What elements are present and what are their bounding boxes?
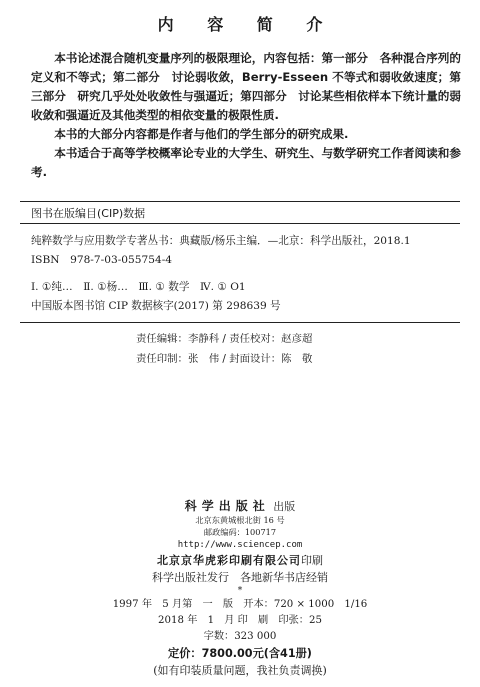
- summary-paragraph-3: 本书适合于高等学校概率论专业的大学生、研究生、与数学研究工作者阅读和参考.: [31, 146, 461, 179]
- separator-star: *: [237, 586, 243, 596]
- cip-bottom-rule: [20, 322, 460, 323]
- summary-paragraph-2: 本书的大部分内容都是作者与他们的学生部分的研究成果.: [54, 127, 349, 141]
- word-count: 字数：323 000: [203, 631, 277, 642]
- editorial-credits: [136, 329, 466, 369]
- price-line: 定价：7800.00元(含41册): [168, 647, 312, 660]
- printer-line: [0, 552, 480, 570]
- quality-notice: (如有印装质量问题，我社负责调换): [153, 664, 327, 677]
- publisher-postcode: 邮政编码：100717: [203, 526, 277, 537]
- cip-classification: Ⅰ. ①纯… Ⅱ. ①杨… Ⅲ. ① 数学 Ⅳ. ① O1: [31, 281, 246, 293]
- summary-paragraph-1: 本书论述混合随机变量序列的极限理论，内容包括：第一部分 各种混合序列的定义和不等式；第二部分 讨论弱收敛，Berry-Esseen 不等式和弱收敛速度；第三部分 研究几乎处处收敛性与强逼近；第四部分 讨论某些相依样本下统计量的弱收敛和强逼近及其他类型的相依变量的极限性质.: [31, 51, 461, 122]
- cip-heading-rule: [20, 223, 460, 224]
- printer-name: 北京京华虎彩印刷有限公司: [157, 554, 301, 567]
- cip-record: [31, 232, 461, 316]
- credits-editor-line: 责任编辑：李静科 / 责任校对：赵彦超: [136, 333, 313, 345]
- publisher-url: http://www.sciencep.com: [177, 540, 303, 550]
- publisher-line: [0, 498, 480, 515]
- cip-top-rule: [20, 201, 460, 202]
- content-summary: [31, 49, 461, 182]
- publisher-address: 北京东黄城根北街 16 号: [195, 515, 285, 525]
- edition-line-1: 1997 年 5 月第 一 版 开本：720 × 1000 1/16: [112, 599, 368, 610]
- printer-suffix: 印刷: [301, 554, 323, 567]
- cip-heading: 图书在版编目(CIP)数据: [31, 207, 146, 220]
- publisher-suffix: 出版: [273, 500, 296, 513]
- publisher-logotype: 科学出版社: [184, 499, 270, 513]
- cip-title-line: 纯粹数学与应用数学专著丛书：典藏版/杨乐主编．—北京：科学出版社，2018.1: [31, 235, 411, 247]
- colophon: [0, 498, 480, 680]
- credits-production-line: 责任印制：张 伟 / 封面设计：陈 敬: [136, 353, 313, 365]
- edition-line-2: 2018 年 1 月 印 刷 印张：25: [158, 615, 322, 626]
- cip-isbn: ISBN 978-7-03-055754-4: [31, 254, 173, 266]
- distribution-line: 科学出版社发行 各地新华书店经销: [152, 571, 328, 584]
- page-title: 内 容 简 介: [157, 15, 337, 34]
- cip-record-number: 中国版本图书馆 CIP 数据核字(2017) 第 298639 号: [31, 300, 281, 312]
